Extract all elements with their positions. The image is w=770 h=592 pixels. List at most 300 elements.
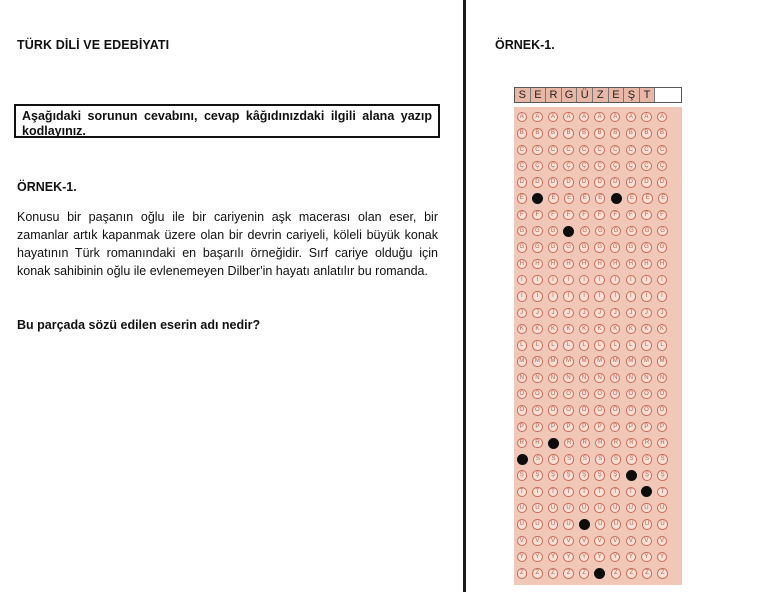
answer-bubble[interactable]: Y bbox=[610, 552, 620, 562]
answer-bubble[interactable]: İ bbox=[626, 291, 636, 301]
answer-bubble[interactable]: P bbox=[610, 422, 620, 432]
answer-bubble[interactable]: M bbox=[657, 356, 667, 366]
answer-bubble[interactable]: L bbox=[532, 340, 542, 350]
answer-bubble[interactable]: A bbox=[517, 112, 527, 122]
answer-bubble[interactable]: M bbox=[563, 356, 573, 366]
answer-bubble[interactable]: C bbox=[657, 145, 667, 155]
answer-bubble[interactable]: Z bbox=[517, 568, 527, 578]
answer-bubble[interactable]: T bbox=[594, 487, 604, 497]
answer-bubble[interactable]: T bbox=[610, 487, 620, 497]
bubble-row bbox=[514, 500, 682, 516]
answer-bubble[interactable]: P bbox=[594, 422, 604, 432]
answer-bubble[interactable]: J bbox=[610, 308, 620, 318]
answer-bubble[interactable]: Y bbox=[641, 552, 651, 562]
answer-bubble[interactable]: J bbox=[532, 308, 542, 318]
answer-bubble[interactable]: T bbox=[626, 487, 636, 497]
answer-bubble[interactable]: Ğ bbox=[641, 242, 651, 252]
answer-bubble[interactable]: A bbox=[610, 112, 620, 122]
answer-bubble[interactable]: V bbox=[579, 536, 589, 546]
answer-bubble[interactable]: K bbox=[594, 324, 604, 334]
answer-bubble[interactable]: J bbox=[563, 308, 573, 318]
answer-bubble[interactable]: D bbox=[548, 177, 558, 187]
answer-bubble[interactable]: A bbox=[579, 112, 589, 122]
answer-bubble[interactable]: Y bbox=[579, 552, 589, 562]
answer-bubble[interactable]: N bbox=[626, 373, 636, 383]
bubble-row bbox=[514, 239, 682, 255]
answer-bubble[interactable]: R bbox=[642, 438, 652, 448]
filled-bubble[interactable]: R bbox=[548, 438, 559, 449]
answer-bubble[interactable]: D bbox=[657, 177, 667, 187]
answer-bubble[interactable]: I bbox=[517, 275, 527, 285]
answer-bubble[interactable]: G bbox=[611, 226, 621, 236]
answer-bubble[interactable]: T bbox=[548, 487, 558, 497]
answer-bubble[interactable]: L bbox=[626, 340, 636, 350]
answer-bubble[interactable]: Y bbox=[563, 552, 573, 562]
answer-bubble[interactable]: İ bbox=[517, 291, 527, 301]
answer-bubble[interactable]: G bbox=[657, 226, 667, 236]
answer-bubble[interactable]: Ç bbox=[594, 161, 604, 171]
filled-bubble[interactable]: E bbox=[611, 193, 622, 204]
answer-bubble[interactable]: G bbox=[595, 226, 605, 236]
filled-bubble[interactable]: Ş bbox=[626, 470, 637, 481]
answer-bubble[interactable]: Y bbox=[532, 552, 542, 562]
answer-bubble[interactable]: P bbox=[626, 422, 636, 432]
answer-bubble[interactable]: V bbox=[517, 536, 527, 546]
answer-bubble[interactable]: D bbox=[641, 177, 651, 187]
answer-bubble[interactable]: P bbox=[517, 422, 527, 432]
answer-bubble[interactable]: Ğ bbox=[579, 242, 589, 252]
answer-bubble[interactable]: M bbox=[626, 356, 636, 366]
answer-bubble[interactable]: Ç bbox=[657, 161, 667, 171]
answer-bubble[interactable]: L bbox=[517, 340, 527, 350]
answer-bubble[interactable]: Ş bbox=[532, 470, 542, 480]
answer-bubble[interactable]: I bbox=[594, 275, 604, 285]
answer-bubble[interactable]: Ö bbox=[517, 405, 527, 415]
answer-bubble[interactable]: Ü bbox=[563, 519, 573, 529]
filled-bubble[interactable]: T bbox=[641, 486, 652, 497]
answer-bubble[interactable]: Ğ bbox=[626, 242, 636, 252]
answer-bubble[interactable]: A bbox=[626, 112, 636, 122]
answer-bubble[interactable]: C bbox=[563, 145, 573, 155]
answer-bubble[interactable]: U bbox=[563, 503, 573, 513]
answer-bubble[interactable]: C bbox=[594, 145, 604, 155]
answer-bubble[interactable]: N bbox=[641, 373, 651, 383]
answer-bubble[interactable]: M bbox=[641, 356, 651, 366]
answer-bubble[interactable]: Ü bbox=[657, 519, 667, 529]
answer-bubble[interactable]: R bbox=[626, 438, 636, 448]
answer-bubble[interactable]: Ç bbox=[548, 161, 558, 171]
answer-bubble[interactable]: R bbox=[595, 438, 605, 448]
answer-bubble[interactable]: O bbox=[563, 389, 573, 399]
answer-bubble[interactable]: U bbox=[517, 503, 527, 513]
answer-bubble[interactable]: C bbox=[517, 145, 527, 155]
answer-bubble[interactable]: F bbox=[517, 210, 527, 220]
answer-bubble[interactable]: J bbox=[579, 308, 589, 318]
answer-bubble[interactable]: M bbox=[579, 356, 589, 366]
answer-bubble[interactable]: Ç bbox=[610, 161, 620, 171]
answer-bubble[interactable]: V bbox=[657, 536, 667, 546]
answer-bubble[interactable]: N bbox=[563, 373, 573, 383]
answer-bubble[interactable]: H bbox=[563, 259, 573, 269]
answer-bubble[interactable]: V bbox=[532, 536, 542, 546]
answer-bubble[interactable]: J bbox=[657, 308, 667, 318]
answer-bubble[interactable]: T bbox=[657, 487, 667, 497]
answer-bubble[interactable]: C bbox=[610, 145, 620, 155]
answer-bubble[interactable]: P bbox=[563, 422, 573, 432]
answer-bubble[interactable]: F bbox=[641, 210, 651, 220]
filled-bubble[interactable]: G bbox=[563, 226, 574, 237]
answer-bubble[interactable]: N bbox=[579, 373, 589, 383]
answer-bubble[interactable]: Ü bbox=[611, 519, 621, 529]
answer-bubble[interactable]: B bbox=[626, 128, 636, 138]
answer-bubble[interactable]: M bbox=[594, 356, 604, 366]
answer-bubble[interactable]: K bbox=[517, 324, 527, 334]
bubble-row bbox=[514, 207, 682, 223]
answer-bubble[interactable]: Ö bbox=[610, 405, 620, 415]
answer-bubble[interactable]: Ü bbox=[532, 519, 542, 529]
answer-bubble[interactable]: S bbox=[580, 454, 590, 464]
answer-bubble[interactable]: R bbox=[580, 438, 590, 448]
answer-bubble[interactable]: M bbox=[517, 356, 527, 366]
bubble-row bbox=[514, 549, 682, 565]
answer-bubble[interactable]: F bbox=[657, 210, 667, 220]
answer-bubble[interactable]: J bbox=[626, 308, 636, 318]
answer-bubble[interactable]: P bbox=[532, 422, 542, 432]
answer-bubble[interactable]: Ü bbox=[626, 519, 636, 529]
answer-bubble[interactable]: O bbox=[532, 389, 542, 399]
answer-bubble[interactable]: Z bbox=[642, 568, 652, 578]
answer-bubble[interactable]: V bbox=[594, 536, 604, 546]
answer-bubble[interactable]: V bbox=[626, 536, 636, 546]
answer-bubble[interactable]: H bbox=[657, 259, 667, 269]
answer-bubble[interactable]: G bbox=[548, 226, 558, 236]
answer-bubble[interactable]: H bbox=[579, 259, 589, 269]
answer-bubble[interactable]: O bbox=[657, 389, 667, 399]
answer-bubble[interactable]: E bbox=[580, 193, 590, 203]
answer-bubble[interactable]: Ş bbox=[563, 470, 573, 480]
answer-bubble[interactable]: P bbox=[548, 422, 558, 432]
answer-bubble[interactable]: L bbox=[563, 340, 573, 350]
answer-bubble[interactable]: A bbox=[657, 112, 667, 122]
answer-bubble[interactable]: K bbox=[626, 324, 636, 334]
answer-bubble[interactable]: Ğ bbox=[532, 242, 542, 252]
answer-bubble[interactable]: F bbox=[563, 210, 573, 220]
instruction-box: Aşağıdaki sorunun cevabını, cevap kâğıdınızdaki ilgili alana yazıp kodlayınız. bbox=[14, 104, 440, 138]
answer-bubble[interactable]: Ç bbox=[563, 161, 573, 171]
answer-bubble[interactable]: R bbox=[611, 438, 621, 448]
answer-bubble[interactable]: V bbox=[641, 536, 651, 546]
filled-bubble[interactable]: E bbox=[532, 193, 543, 204]
answer-bubble[interactable]: D bbox=[594, 177, 604, 187]
answer-bubble[interactable]: L bbox=[594, 340, 604, 350]
answer-bubble[interactable]: T bbox=[579, 487, 589, 497]
answer-bubble[interactable]: Y bbox=[594, 552, 604, 562]
answer-bubble[interactable]: C bbox=[626, 145, 636, 155]
answer-bubble[interactable]: Ş bbox=[517, 470, 527, 480]
answer-bubble[interactable]: B bbox=[610, 128, 620, 138]
answer-bubble[interactable]: G bbox=[626, 226, 636, 236]
answer-bubble[interactable]: N bbox=[657, 373, 667, 383]
answer-bubble[interactable]: I bbox=[641, 275, 651, 285]
answer-bubble[interactable]: O bbox=[626, 389, 636, 399]
answer-bubble[interactable]: Ü bbox=[548, 519, 558, 529]
answer-bubble[interactable]: R bbox=[657, 438, 667, 448]
answer-bubble[interactable]: I bbox=[563, 275, 573, 285]
answer-bubble[interactable]: F bbox=[594, 210, 604, 220]
answer-bubble[interactable]: U bbox=[548, 503, 558, 513]
answer-bubble[interactable]: Ö bbox=[563, 405, 573, 415]
answer-bubble[interactable]: Y bbox=[517, 552, 527, 562]
answer-bubble[interactable]: Z bbox=[579, 568, 589, 578]
answer-bubble[interactable]: D bbox=[610, 177, 620, 187]
answer-bubble[interactable]: S bbox=[626, 454, 636, 464]
answer-bubble[interactable]: M bbox=[532, 356, 542, 366]
answer-bubble[interactable]: Ü bbox=[517, 519, 527, 529]
answer-bubble[interactable]: A bbox=[594, 112, 604, 122]
answer-bubble[interactable]: Ğ bbox=[548, 242, 558, 252]
answer-bubble[interactable]: İ bbox=[532, 291, 542, 301]
answer-bubble[interactable]: V bbox=[610, 536, 620, 546]
answer-bubble[interactable]: Ğ bbox=[563, 242, 573, 252]
answer-bubble[interactable]: S bbox=[533, 454, 543, 464]
answer-bubble[interactable]: Y bbox=[548, 552, 558, 562]
answer-bubble[interactable]: O bbox=[641, 389, 651, 399]
answer-bubble[interactable]: İ bbox=[610, 291, 620, 301]
bubble-row bbox=[514, 125, 682, 141]
answer-bubble[interactable]: U bbox=[532, 503, 542, 513]
answer-bubble[interactable]: T bbox=[532, 487, 542, 497]
answer-bubble[interactable]: K bbox=[563, 324, 573, 334]
answer-bubble[interactable]: İ bbox=[563, 291, 573, 301]
answer-bubble[interactable]: D bbox=[579, 177, 589, 187]
answer-bubble[interactable]: U bbox=[626, 503, 636, 513]
answer-bubble[interactable]: Ç bbox=[579, 161, 589, 171]
answer-bubble[interactable]: Ş bbox=[579, 470, 589, 480]
answer-bubble[interactable]: Ğ bbox=[657, 242, 667, 252]
answer-bubble[interactable]: O bbox=[579, 389, 589, 399]
answer-bubble[interactable]: U bbox=[610, 503, 620, 513]
answer-bubble[interactable]: I bbox=[548, 275, 558, 285]
answer-bubble[interactable]: İ bbox=[641, 291, 651, 301]
answer-bubble[interactable]: N bbox=[532, 373, 542, 383]
answer-bubble[interactable]: İ bbox=[657, 291, 667, 301]
answer-bubble[interactable]: J bbox=[641, 308, 651, 318]
answer-bubble[interactable]: B bbox=[548, 128, 558, 138]
answer-bubble[interactable]: Z bbox=[657, 568, 667, 578]
answer-bubble[interactable]: P bbox=[657, 422, 667, 432]
answer-bubble[interactable]: S bbox=[657, 454, 667, 464]
answer-bubble[interactable]: Ş bbox=[548, 470, 558, 480]
answer-bubble[interactable]: Y bbox=[657, 552, 667, 562]
answer-bubble[interactable]: O bbox=[517, 389, 527, 399]
answer-bubble[interactable]: P bbox=[641, 422, 651, 432]
answer-bubble[interactable]: K bbox=[610, 324, 620, 334]
answer-bubble[interactable]: E bbox=[658, 193, 668, 203]
answer-bubble[interactable]: N bbox=[548, 373, 558, 383]
answer-bubble[interactable]: N bbox=[517, 373, 527, 383]
answer-bubble[interactable]: V bbox=[548, 536, 558, 546]
answer-bubble[interactable]: V bbox=[563, 536, 573, 546]
filled-bubble[interactable]: S bbox=[517, 454, 528, 465]
answer-bubble[interactable]: R bbox=[564, 438, 574, 448]
answer-bubble[interactable]: A bbox=[563, 112, 573, 122]
answer-bubble[interactable]: Ö bbox=[579, 405, 589, 415]
answer-bubble[interactable]: Ş bbox=[642, 470, 652, 480]
answer-bubble[interactable]: K bbox=[548, 324, 558, 334]
answer-bubble[interactable]: Z bbox=[563, 568, 573, 578]
answer-bubble[interactable]: K bbox=[641, 324, 651, 334]
answer-bubble[interactable]: E bbox=[548, 193, 558, 203]
answer-bubble[interactable]: C bbox=[579, 145, 589, 155]
answer-bubble[interactable]: K bbox=[532, 324, 542, 334]
answer-bubble[interactable]: L bbox=[579, 340, 589, 350]
answer-bubble[interactable]: B bbox=[641, 128, 651, 138]
answer-bubble[interactable]: S bbox=[548, 454, 558, 464]
answer-bubble[interactable]: Z bbox=[611, 568, 621, 578]
answer-bubble[interactable]: F bbox=[548, 210, 558, 220]
answer-example-heading: ÖRNEK-1. bbox=[495, 38, 555, 52]
answer-bubble[interactable]: İ bbox=[548, 291, 558, 301]
answer-bubble[interactable]: L bbox=[610, 340, 620, 350]
answer-bubble[interactable]: S bbox=[642, 454, 652, 464]
answer-bubble[interactable]: Z bbox=[548, 568, 558, 578]
answer-bubble[interactable]: O bbox=[610, 389, 620, 399]
answer-bubble[interactable]: G bbox=[517, 226, 527, 236]
answer-bubble[interactable]: R bbox=[517, 438, 527, 448]
answer-bubble[interactable]: E bbox=[595, 193, 605, 203]
answer-bubble[interactable]: F bbox=[532, 210, 542, 220]
answer-bubble[interactable]: A bbox=[532, 112, 542, 122]
answer-bubble[interactable]: Z bbox=[626, 568, 636, 578]
answer-bubble[interactable]: F bbox=[626, 210, 636, 220]
answer-bubble[interactable]: H bbox=[626, 259, 636, 269]
answer-bubble[interactable]: I bbox=[626, 275, 636, 285]
answer-bubble[interactable]: H bbox=[641, 259, 651, 269]
answer-bubble[interactable]: R bbox=[532, 438, 542, 448]
answer-bubble[interactable]: J bbox=[594, 308, 604, 318]
answer-bubble[interactable]: N bbox=[594, 373, 604, 383]
answer-bubble[interactable]: O bbox=[594, 389, 604, 399]
answer-bubble[interactable]: G bbox=[580, 226, 590, 236]
answer-bubble[interactable]: D bbox=[563, 177, 573, 187]
answer-bubble[interactable]: T bbox=[563, 487, 573, 497]
answer-bubble[interactable]: Ç bbox=[532, 161, 542, 171]
answer-bubble[interactable]: T bbox=[517, 487, 527, 497]
answer-bubble[interactable]: N bbox=[610, 373, 620, 383]
answer-bubble[interactable]: E bbox=[564, 193, 574, 203]
answer-bubble[interactable]: İ bbox=[579, 291, 589, 301]
answer-bubble[interactable]: M bbox=[610, 356, 620, 366]
answer-bubble[interactable]: Ş bbox=[610, 470, 620, 480]
answer-bubble[interactable]: D bbox=[517, 177, 527, 187]
answer-bubble[interactable]: F bbox=[579, 210, 589, 220]
answer-bubble[interactable]: Y bbox=[626, 552, 636, 562]
answer-bubble[interactable]: Ğ bbox=[594, 242, 604, 252]
answer-bubble[interactable]: D bbox=[532, 177, 542, 187]
answer-bubble[interactable]: Ç bbox=[517, 161, 527, 171]
answer-bubble[interactable]: A bbox=[641, 112, 651, 122]
answer-bubble[interactable]: G bbox=[532, 226, 542, 236]
answer-bubble[interactable]: Ö bbox=[657, 405, 667, 415]
answer-bubble[interactable]: Ö bbox=[626, 405, 636, 415]
answer-bubble[interactable]: E bbox=[627, 193, 637, 203]
answer-bubble[interactable]: H bbox=[610, 259, 620, 269]
answer-bubble[interactable]: U bbox=[594, 503, 604, 513]
answer-bubble[interactable]: D bbox=[626, 177, 636, 187]
answer-bubble[interactable]: Ç bbox=[641, 161, 651, 171]
answer-bubble[interactable]: U bbox=[657, 503, 667, 513]
answer-letter-cell: R bbox=[546, 88, 562, 102]
answer-bubble[interactable]: J bbox=[548, 308, 558, 318]
answer-bubble[interactable]: I bbox=[657, 275, 667, 285]
answer-bubble[interactable]: Ğ bbox=[517, 242, 527, 252]
answer-bubble[interactable]: H bbox=[548, 259, 558, 269]
filled-bubble[interactable]: Z bbox=[594, 568, 605, 579]
bubble-row bbox=[514, 190, 682, 206]
answer-bubble[interactable]: L bbox=[548, 340, 558, 350]
answer-bubble[interactable]: B bbox=[579, 128, 589, 138]
answer-bubble[interactable]: S bbox=[611, 454, 621, 464]
answer-bubble[interactable]: S bbox=[564, 454, 574, 464]
answer-bubble[interactable]: A bbox=[548, 112, 558, 122]
answer-bubble[interactable]: C bbox=[548, 145, 558, 155]
answer-bubble[interactable]: Ö bbox=[548, 405, 558, 415]
answer-bubble[interactable]: S bbox=[595, 454, 605, 464]
answer-bubble[interactable]: Ş bbox=[594, 470, 604, 480]
answer-bubble[interactable]: H bbox=[532, 259, 542, 269]
answer-bubble[interactable]: İ bbox=[594, 291, 604, 301]
answer-bubble[interactable]: O bbox=[548, 389, 558, 399]
answer-bubble[interactable]: M bbox=[548, 356, 558, 366]
answer-bubble[interactable]: B bbox=[532, 128, 542, 138]
answer-bubble[interactable]: B bbox=[517, 128, 527, 138]
answer-bubble[interactable]: I bbox=[579, 275, 589, 285]
answer-bubble[interactable]: K bbox=[657, 324, 667, 334]
answer-bubble[interactable]: B bbox=[563, 128, 573, 138]
answer-bubble[interactable]: Ü bbox=[642, 519, 652, 529]
answer-bubble[interactable]: F bbox=[610, 210, 620, 220]
answer-bubble[interactable]: K bbox=[579, 324, 589, 334]
answer-bubble[interactable]: I bbox=[532, 275, 542, 285]
answer-bubble[interactable]: H bbox=[517, 259, 527, 269]
answer-sheet-panel bbox=[466, 0, 770, 592]
answer-bubble[interactable]: J bbox=[517, 308, 527, 318]
answer-bubble[interactable]: B bbox=[657, 128, 667, 138]
answer-bubble[interactable]: G bbox=[642, 226, 652, 236]
answer-bubble[interactable]: U bbox=[579, 503, 589, 513]
filled-bubble[interactable]: Ü bbox=[579, 519, 590, 530]
answer-bubble[interactable]: Ö bbox=[532, 405, 542, 415]
answer-bubble[interactable]: L bbox=[641, 340, 651, 350]
answer-bubble[interactable]: I bbox=[610, 275, 620, 285]
answer-bubble[interactable]: Ö bbox=[641, 405, 651, 415]
answer-bubble[interactable]: U bbox=[641, 503, 651, 513]
answer-bubble[interactable]: Ğ bbox=[610, 242, 620, 252]
answer-bubble[interactable]: Ş bbox=[657, 470, 667, 480]
answer-bubble[interactable]: B bbox=[594, 128, 604, 138]
answer-bubble[interactable]: Ö bbox=[594, 405, 604, 415]
answer-bubble[interactable]: L bbox=[657, 340, 667, 350]
answer-bubble[interactable]: Ü bbox=[595, 519, 605, 529]
answer-bubble[interactable]: C bbox=[641, 145, 651, 155]
answer-bubble[interactable]: P bbox=[579, 422, 589, 432]
answer-bubble[interactable]: E bbox=[517, 193, 527, 203]
answer-bubble[interactable]: Z bbox=[532, 568, 542, 578]
answer-bubble[interactable]: Ç bbox=[626, 161, 636, 171]
answer-bubble[interactable]: E bbox=[642, 193, 652, 203]
answer-bubble[interactable]: C bbox=[532, 145, 542, 155]
answer-bubble[interactable]: H bbox=[594, 259, 604, 269]
